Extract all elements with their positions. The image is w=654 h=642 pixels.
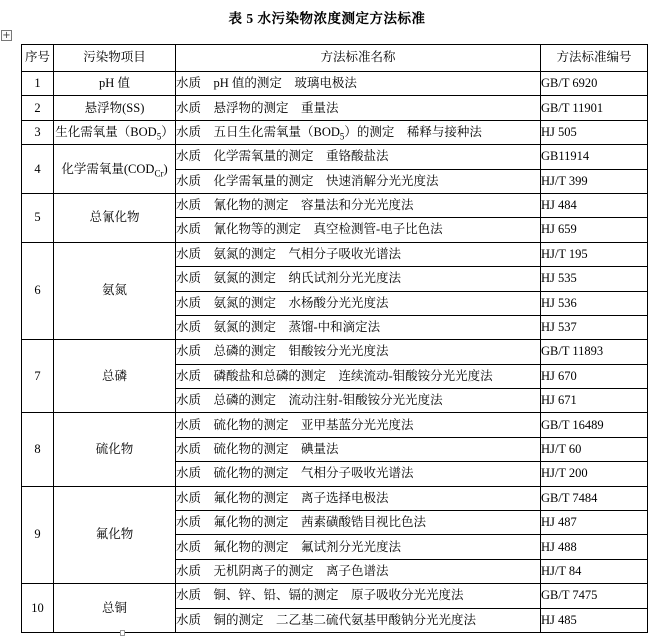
header-seq: 序号 [22,45,54,72]
method-name-cell: 水质 铜、锌、铅、镉的测定 原子吸收分光光度法 [176,584,541,608]
method-name-cell: 水质 氟化物的测定 离子选择电极法 [176,486,541,510]
method-standards-table [21,44,648,633]
code-cell: GB11914 [541,145,648,169]
code-cell: HJ 535 [541,267,648,291]
seq-cell: 6 [22,242,54,340]
code-cell: HJ 536 [541,291,648,315]
method-name-cell: 水质 硫化物的测定 气相分子吸收光谱法 [176,462,541,486]
code-cell: HJ/T 399 [541,169,648,193]
seq-cell: 5 [22,193,54,242]
header-method-code: 方法标准编号 [541,45,648,72]
code-cell: HJ 488 [541,535,648,559]
code-cell: HJ/T 84 [541,559,648,583]
table-body [22,72,648,633]
table-row [22,120,648,144]
table-row [22,96,648,120]
code-cell: HJ 670 [541,364,648,388]
paragraph-mark [120,630,125,636]
pollutant-cell: 氨氮 [54,242,176,340]
pollutant-cell: 悬浮物(SS) [54,96,176,120]
pollutant-cell: 总氰化物 [54,193,176,242]
code-cell: HJ 485 [541,608,648,632]
seq-cell: 1 [22,72,54,96]
code-cell: GB/T 11893 [541,340,648,364]
method-name-cell: 水质 氨氮的测定 水杨酸分光光度法 [176,291,541,315]
table-row [22,72,648,96]
method-name-cell: 水质 氨氮的测定 气相分子吸收光谱法 [176,242,541,266]
method-name-cell: 水质 总磷的测定 流动注射-钼酸铵分光光度法 [176,389,541,413]
table-move-handle-icon[interactable]: + [2,30,11,41]
method-name-cell: 水质 氟化物的测定 氟试剂分光光度法 [176,535,541,559]
header-method-name: 方法标准名称 [176,45,541,72]
code-cell: GB/T 16489 [541,413,648,437]
pollutant-cell: 生化需氧量$(BOD_5)$ [54,120,176,144]
seq-cell: 8 [22,413,54,486]
code-cell: HJ 659 [541,218,648,242]
table-row [22,193,648,217]
code-cell: HJ/T 195 [541,242,648,266]
method-name-cell: 水质 氨氮的测定 蒸馏-中和滴定法 [176,315,541,339]
code-cell: HJ 484 [541,193,648,217]
pollutant-cell: 总铜 [54,584,176,633]
method-name-cell: 水质 硫化物的测定 亚甲基蓝分光光度法 [176,413,541,437]
method-name-cell: 水质 无机阴离子的测定 离子色谱法 [176,559,541,583]
table-row [22,242,648,266]
code-cell: GB/T 7484 [541,486,648,510]
method-name-cell: 水质 硫化物的测定 碘量法 [176,437,541,461]
seq-cell: 4 [22,145,54,194]
code-cell: HJ/T 60 [541,437,648,461]
code-cell: HJ/T 200 [541,462,648,486]
seq-cell: 3 [22,120,54,144]
pollutant-cell: pH 值 [54,72,176,96]
method-name-cell: 水质 磷酸盐和总磷的测定 连续流动-钼酸铵分光光度法 [176,364,541,388]
pollutant-cell: 化学需氧量$(COD_{Cr})$ [54,145,176,194]
code-cell: HJ 505 [541,120,648,144]
method-name-cell: 水质 化学需氧量的测定 重铬酸盐法 [176,145,541,169]
method-name-cell: 水质 铜的测定 二乙基二硫代氨基甲酸钠分光光度法 [176,608,541,632]
code-cell: HJ 487 [541,511,648,535]
seq-cell: 10 [22,584,54,633]
seq-cell: 2 [22,96,54,120]
table-row [22,413,648,437]
table-row [22,486,648,510]
code-cell: HJ 537 [541,315,648,339]
method-name-cell: 水质 氰化物的测定 容量法和分光光度法 [176,193,541,217]
seq-cell: 7 [22,340,54,413]
code-cell: GB/T 6920 [541,72,648,96]
method-name-cell: 水质 化学需氧量的测定 快速消解分光光度法 [176,169,541,193]
method-name-cell: 水质 悬浮物的测定 重量法 [176,96,541,120]
pollutant-cell: 总磷 [54,340,176,413]
table-row [22,584,648,608]
method-name-cell: 水质 氨氮的测定 纳氏试剂分光光度法 [176,267,541,291]
method-name-cell: 水质 总磷的测定 钼酸铵分光光度法 [176,340,541,364]
pollutant-cell: 氟化物 [54,486,176,584]
table-row [22,340,648,364]
table-row [22,145,648,169]
method-name-cell: 水质 五日生化需氧量$(BOD_5)$的测定 稀释与接种法 [176,120,541,144]
code-cell: GB/T 7475 [541,584,648,608]
code-cell: HJ 671 [541,389,648,413]
header-row [22,45,648,72]
pollutant-cell: 硫化物 [54,413,176,486]
method-name-cell: 水质 pH 值的测定 玻璃电极法 [176,72,541,96]
table-title: 表 5 水污染物浓度测定方法标准 [228,11,426,26]
method-name-cell: 水质 氟化物的测定 茜素磺酸锆目视比色法 [176,511,541,535]
header-pollutant: 污染物项目 [54,45,176,72]
method-name-cell: 水质 氰化物等的测定 真空检测管-电子比色法 [176,218,541,242]
code-cell: GB/T 11901 [541,96,648,120]
seq-cell: 9 [22,486,54,584]
